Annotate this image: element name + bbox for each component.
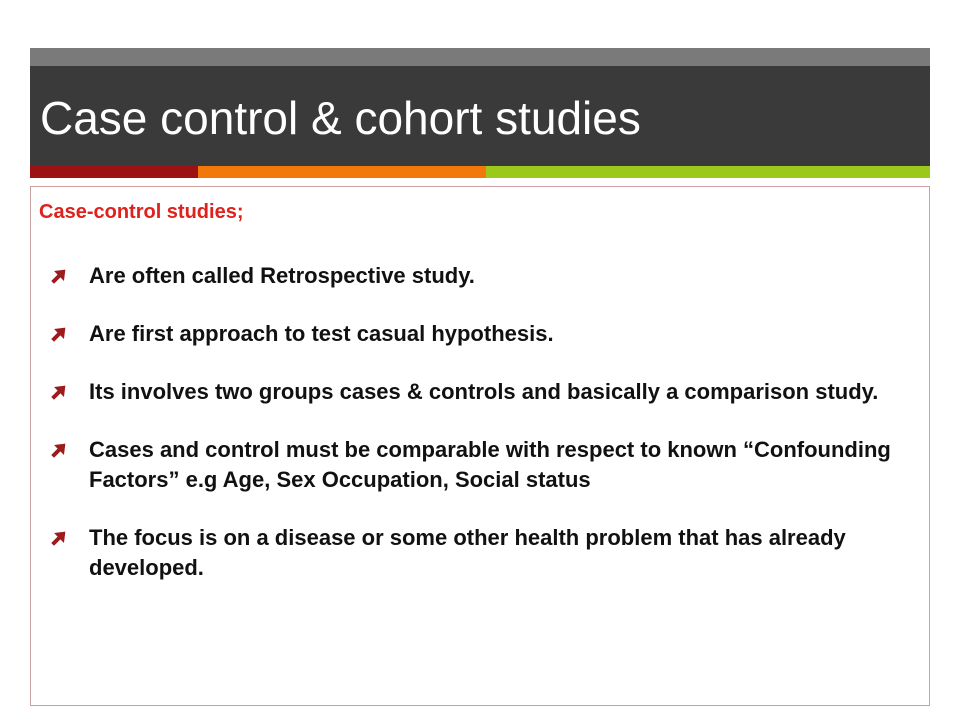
arrow-bullet-icon bbox=[49, 528, 69, 548]
content-box bbox=[30, 186, 930, 706]
accent-segment-dark-red bbox=[30, 166, 198, 178]
arrow-bullet-icon bbox=[49, 382, 69, 402]
bullet-text: Are first approach to test casual hypothesis. bbox=[89, 321, 554, 346]
bullet-item bbox=[39, 377, 919, 407]
bullet-text: Its involves two groups cases & controls and basically a comparison study. bbox=[89, 379, 879, 404]
bullet-text: Cases and control must be comparable with respect to known “Confounding Factors” e.g Age, Sex Occupation, Social status bbox=[89, 437, 891, 492]
title-top-band bbox=[30, 48, 930, 66]
bullet-item bbox=[39, 319, 919, 349]
bullet-text: Are often called Retrospective study. bbox=[89, 263, 475, 288]
arrow-bullet-icon bbox=[49, 324, 69, 344]
arrow-bullet-icon bbox=[49, 266, 69, 286]
bullet-item bbox=[39, 523, 919, 583]
bullet-item bbox=[39, 435, 919, 495]
bullet-text: The focus is on a disease or some other health problem that has already developed. bbox=[89, 525, 846, 580]
accent-strip bbox=[30, 166, 930, 178]
bullet-list bbox=[39, 261, 919, 611]
title-bar bbox=[30, 66, 930, 166]
section-heading: Case-control studies; bbox=[39, 201, 244, 223]
bullet-item bbox=[39, 261, 919, 291]
arrow-bullet-icon bbox=[49, 440, 69, 460]
accent-segment-green bbox=[486, 166, 930, 178]
slide-title: Case control & cohort studies bbox=[40, 92, 641, 144]
accent-segment-orange bbox=[198, 166, 486, 178]
